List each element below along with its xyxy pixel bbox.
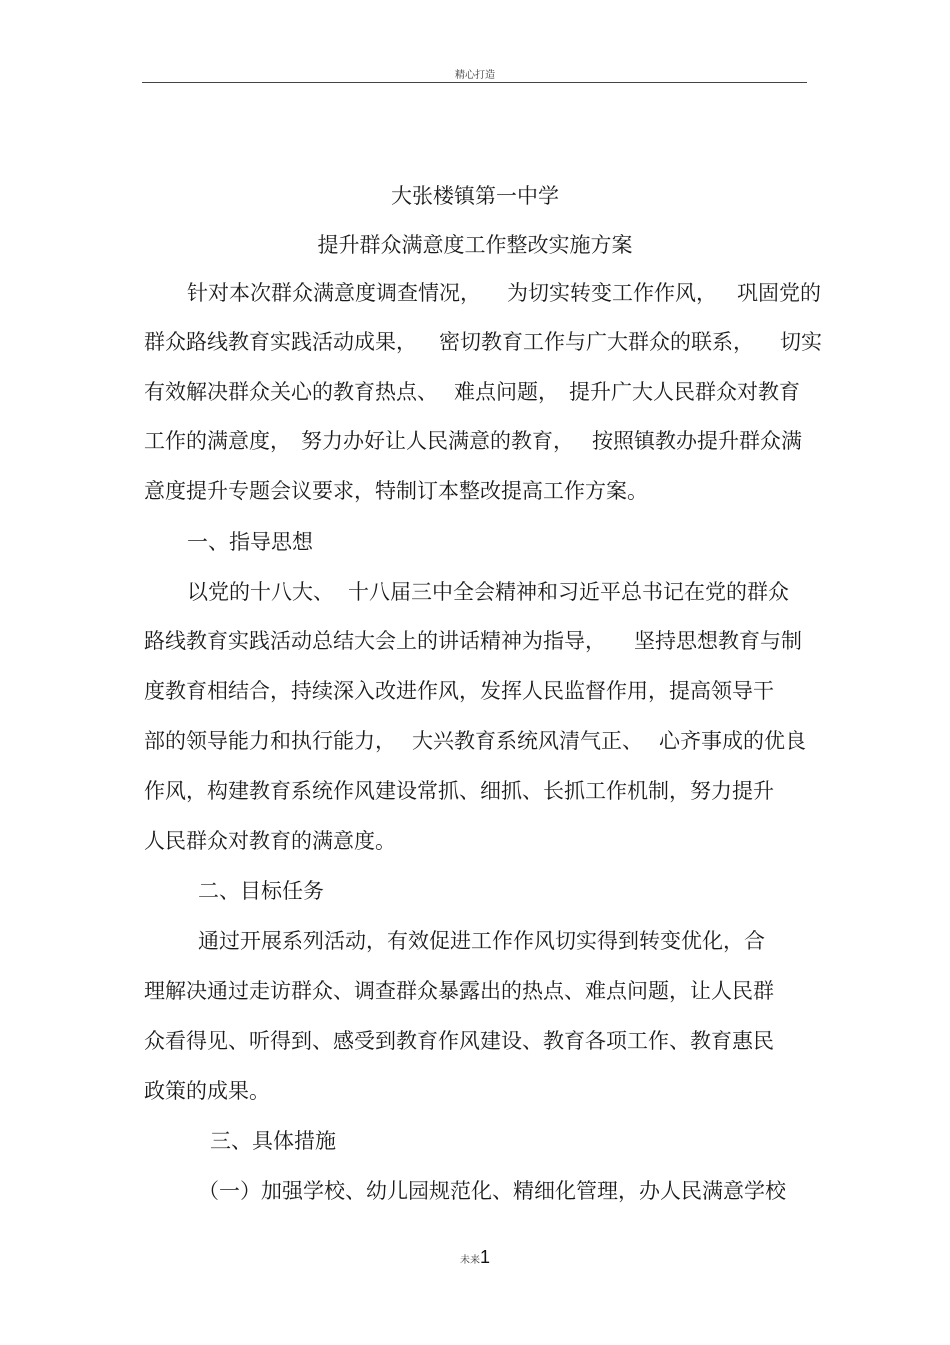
intro-line-5: 意度提升专题会议要求，特制订本整改提高工作方案。 (144, 479, 648, 503)
text-segment: 提升广大人民群众对教育 (569, 380, 800, 404)
text-segment: 针对本次群众满意度调查情况， (187, 281, 481, 305)
text-segment: 切实 (780, 330, 822, 354)
text-segment: 为切实转变工作作风， (507, 281, 717, 305)
section2-line-4: 政策的成果。 (144, 1079, 270, 1103)
text-segment: 以党的十八大、 (187, 580, 334, 604)
section-heading-measures: 三、具体措施 (210, 1129, 336, 1153)
section3-subheading-1: （一）加强学校、幼儿园规范化、精细化管理，办人民满意学校 (198, 1179, 786, 1203)
document-title-line-2: 提升群众满意度工作整改实施方案 (317, 233, 633, 257)
intro-line-1 (187, 281, 821, 305)
intro-line-4 (144, 429, 802, 453)
section1-line-1 (187, 580, 789, 604)
document-title-line-1: 大张楼镇第一中学 (391, 184, 559, 208)
text-segment: 路线教育实践活动总结大会上的讲话精神为指导， (144, 629, 606, 653)
intro-line-3 (144, 380, 800, 404)
text-segment: 巩固党的 (737, 281, 821, 305)
text-segment: 部的领导能力和执行能力， (144, 729, 396, 753)
text-segment: 十八届三中全会精神和习近平总书记在党的群众 (348, 580, 789, 604)
section-heading-guiding-ideology: 一、指导思想 (187, 530, 313, 554)
section1-line-4 (144, 729, 806, 753)
text-segment: 心齐事成的优良 (659, 729, 806, 753)
text-segment: 密切教育工作与广大群众的联系， (439, 330, 754, 354)
footer-label: 未来 (459, 1255, 480, 1266)
text-segment: 难点问题， (454, 380, 559, 404)
text-segment: 努力办好让人民满意的教育， (301, 429, 574, 453)
section1-line-5: 作风，构建教育系统作风建设常抓、细抓、长抓工作机制，努力提升 (144, 779, 774, 803)
text-segment: 坚持思想教育与制 (634, 629, 802, 653)
section2-line-2: 理解决通过走访群众、调查群众暴露出的热点、难点问题，让人民群 (144, 979, 774, 1003)
text-segment: 按照镇教办提升群众满 (592, 429, 802, 453)
section1-line-2 (144, 629, 802, 653)
intro-line-2 (144, 330, 822, 354)
page-number: 1 (479, 1247, 490, 1267)
section2-line-3: 众看得见、听得到、感受到教育作风建设、教育各项工作、教育惠民 (144, 1029, 774, 1053)
header-divider (142, 82, 807, 83)
section1-line-3: 度教育相结合，持续深入改进作风，发挥人民监督作用，提高领导干 (144, 679, 774, 703)
text-segment: 工作的满意度， (144, 429, 291, 453)
running-header: 精心打造 (455, 70, 495, 81)
text-segment: 群众路线教育实践活动成果， (144, 330, 417, 354)
section2-line-1: 通过开展系列活动，有效促进工作作风切实得到转变优化，合 (198, 929, 765, 953)
section-heading-goals: 二、目标任务 (198, 879, 324, 903)
page-footer (0, 1247, 950, 1268)
text-segment: 大兴教育系统风清气正、 (412, 729, 643, 753)
text-segment: 有效解决群众关心的教育热点、 (144, 380, 438, 404)
section1-line-6: 人民群众对教育的满意度。 (144, 829, 396, 853)
